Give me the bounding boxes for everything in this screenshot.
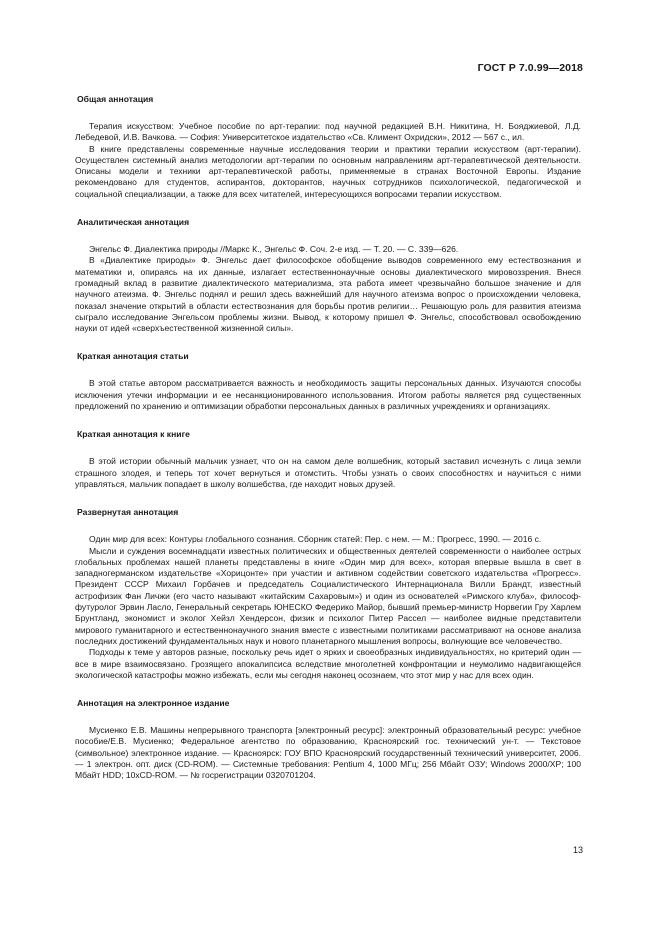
- section-heading: Краткая аннотация к книге: [77, 429, 190, 440]
- section-analytical-annotation: [75, 217, 581, 334]
- page-content: [75, 94, 581, 782]
- paragraph: В «Диалектике природы» Ф. Энгельс дает философское обобщение выводов современного ему естествознания и математики и, опираясь на их данные, излагает естественнонаучные основы диалектического мировоззрения. Внеся громадный вклад в развитие диалектического материализма, эта работа имеет чрезвычайно большое значение и для научного атеизма. Ф. Энгельс поднял и решил здесь важнейший для научного атеизма вопрос о происхождении человека, показал значение открытий в области естествознания для борьбы против религии… Решающую роль для развития атеизма сыграло исследование Энгельсом проблемы жизни. Вывод, к которому пришел Ф. Энгельс, способствовал освобождению науки от идей «сверхъестественной жизненной силы».: [75, 255, 581, 334]
- paragraph: Подходы к теме у авторов разные, поскольку речь идет о ярких и своеобразных индивидуальностях, но критерий один — все в мире взаимосвязано. Грозящего апокалипсиса вследствие многолетней конфронтации и неумолимо надвигающейся экологической катастрофы можно избежать, если мы сегодня наконец осознаем, что этот мир у нас для всех один.: [75, 647, 581, 680]
- paragraph: В этой статье автором рассматривается важность и необходимость защиты персональных данных. Изучаются способы исключения утечки информации и ее несанкционированного использования. Итогом работы является ряд существенных предложений по хранению и оптимизации обработки персональных данных в различных учреждениях и организациях.: [75, 378, 581, 412]
- page-number: 13: [572, 845, 583, 855]
- section-heading: Аналитическая аннотация: [77, 217, 190, 228]
- section-extended-annotation: [75, 507, 581, 681]
- section-general-annotation: [75, 94, 581, 200]
- paragraph: Терапия искусством: Учебное пособие по арт-терапии: под научной редакцией В.Н. Никитина, Н. Бояджиевой, Л.Д. Лебедевой, И.В. Вачкова. — София: Университетское издательство «Св. Климент Охридски», 2012 — 567 с., ил.: [75, 121, 581, 143]
- paragraph: В книге представлены современные научные исследования теории и практики терапии искусством (арт-терапии). Осуществлен системный анализ методологии арт-терапии по основным направлениям арт-терапевтической деятельности. Описаны модели и техники арт-терапевтической работы, применяемые в странах Восточной Европы. Издание рекомендовано для студентов, аспирантов, докторантов, научных сотрудников психологической, педагогической и социальной специализации, а также для всех читателей, интересующихся вопросами терапии искусством.: [75, 143, 581, 199]
- section-electronic-edition-annotation: [75, 698, 581, 781]
- standard-designation: ГОСТ Р 7.0.99—2018: [477, 62, 583, 74]
- section-heading: Развернутая аннотация: [77, 507, 179, 518]
- section-heading: Общая аннотация: [77, 94, 154, 104]
- paragraph: Мусиенко Е.В. Машины непрерывного транспорта [электронный ресурс]: электронный образовательный ресурс: учебное пособие/Е.В. Мусиенко; Федеральное агентство по образованию, Красноярский гос. технический ун-т. — Текстовое (символьное) электронное издание. — Красноярск: ГОУ ВПО Красноярский государственный технический университет, 2006. — 1 электрон. опт. диск (CD-ROM). — Системные требования: Pentium 4, 1000 МГц; 256 Мбайт ОЗУ; Windows 2000/XP; 100 Мбайт HDD; 10хCD-ROM. — № госрегистрации 0320701204.: [75, 725, 581, 781]
- section-heading: Краткая аннотация статьи: [77, 351, 189, 362]
- paragraph: Энгельс Ф. Диалектика природы //Маркс К., Энгельс Ф. Соч. 2-е изд. — Т. 20. — С. 339—626.: [89, 244, 459, 255]
- paragraph: Мысли и суждения восемнадцати известных политических и общественных деятелей современности о наиболее острых глобальных проблемах нашей планеты представлены в книге «Один мир для всех», которая впервые вышла в свет в западногерманском издательстве «Хорицонте» при участии и активном содействии советского издательства «Прогресс». Президент СССР Михаил Горбачев и председатель Социалистического Интернационала Вилли Брандт, известный астрофизик Фан Личжи (его часто называют «китайским Сахаровым») и один из основателей «Римского клуба», философ-футуролог Эрвин Ласло, Генеральный секретарь ЮНЕСКО Федерико Майор, бывший премьер-министр Норвегии Гру Харлем Брунтланд, экономист и эколог Хейзл Хендерсон, физик и психолог Питер Рассел — наиболее видные представители мирового гуманитарного и естественнонаучного знания вместе с известными политиками рассматривают на основе анализа последних достижений фундаментальных наук и нового планетарного мышления вопросы, волнующие все человечество.: [75, 545, 581, 646]
- section-heading: Аннотация на электронное издание: [77, 698, 230, 709]
- section-short-article-annotation: [75, 351, 581, 412]
- section-short-book-annotation: [75, 429, 581, 490]
- paragraph: В этой истории обычный мальчик узнает, что он на самом деле волшебник, который заставил исчезнуть с лица земли страшного злодея, и теперь тот хочет вернуться и отомстить. Чтобы узнать о своих способностях и научиться с ними управляться, мальчик попадает в школу волшебства, где находит новых друзей.: [75, 456, 581, 489]
- paragraph: Один мир для всех: Контуры глобального сознания. Сборник статей: Пер. с нем. — М.: Прогресс, 1990. — 2016 с.: [89, 534, 542, 545]
